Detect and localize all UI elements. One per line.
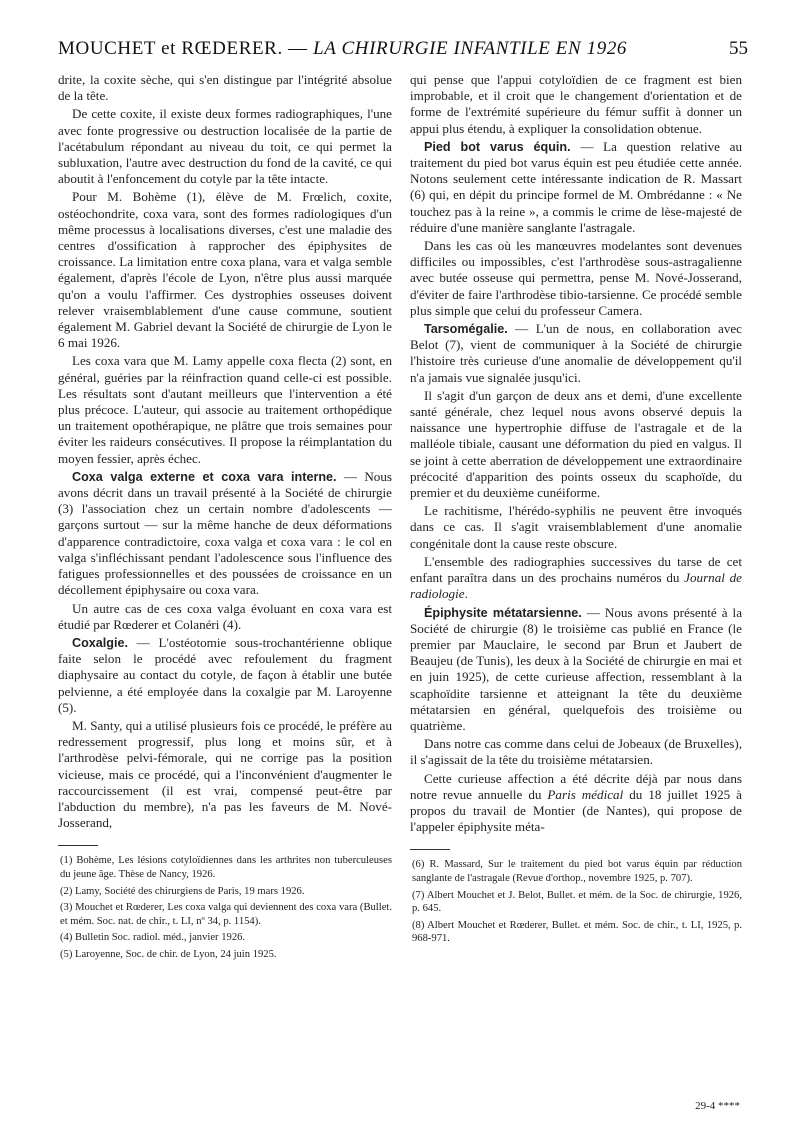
right-column — [410, 72, 742, 949]
paragraph: M. Santy, qui a utilisé plusieurs fois ce procédé, le préfère au redressement progressif, plus long et moins sûr, et à l'arthrodèse pelvi-fémorale, qui ne corrige pas la position vicieuse, mais ce procédé, qui a l'inconvénient d'augmenter le raccourcissement (il est vrai, compensé peut-être par l'abduction du membre), n'a pas les faveurs de M. Nové-Josserand, — [58, 717, 392, 831]
paragraph: Les coxa vara que M. Lamy appelle coxa flecta (2) sont, en général, guéries par la réinfraction quand celle-ci est possible. Les résultats sont d'autant meilleurs que l'intervention a été plus précoce. L'auteur, qui associe au traitement orthopédique un traitement opothérapique, ne plâtre que trois semaines pour éviter les raideurs consécutives. Il propose la réimplantation du moyen fessier, après échec. — [58, 353, 392, 466]
paragraph — [410, 554, 742, 603]
section-epiphysite — [410, 605, 742, 735]
section-heading: Tarsomégalie. — [424, 322, 508, 337]
text-run: L'ensemble des radiographies successives du tarse de cet enfant paraîtra dans un des prochains numéros du — [410, 553, 742, 586]
section-heading: Pied bot varus équin. — [424, 139, 571, 154]
footnotes-left — [58, 854, 392, 961]
paragraph: Il s'agit d'un garçon de deux ans et demi, d'une excellente santé générale, chez lequel nous avons observé depuis la naissance une hypertrophie diffuse de l'astragale et de la malléole tibiale, causant une déformation du pied en valgus. Il se joint à cette aberration de développement une extraordinaire précocité d'apparition des points osseux du scaphoïde, du premier et du deuxième cunéiforme. — [410, 387, 742, 501]
section-tarsomegalie — [410, 321, 742, 386]
section-text: — L'ostéotomie sous-trochantérienne oblique faite selon le procédé avec refoulement du fragment diaphysaire au contact du cotyle, de façon à établir une butée pelvienne, a été employée dans la coxalgie par M. Laroyenne (5). — [58, 634, 392, 715]
left-column — [58, 72, 392, 965]
section-coxa-valga — [58, 469, 392, 599]
section-heading: Coxalgie. — [72, 635, 128, 650]
section-text: — Nous avons présenté à la Société de chirurgie (8) le troisième cas publié en France (le premier par Mauclaire, le second par Brun et Jaubert de Beaujeu (de Tunis), les deux à la Société de chirurgie en mai et en juin 1925), de cette curieuse affection, ressemblant à la scaphoïdite tarsienne et atteignant la tête du deuxième métatarsien en général, quelquefois des troisième ou quatrième. — [410, 604, 743, 733]
paragraph: qui pense que l'appui cotyloïdien de ce fragment est bien improbable, et il croit que le changement d'orientation et de forme de l'extrémité supérieure du fémur suffit à donner un appui plus étendu, à expliquer la consolidation obtenue. — [410, 72, 742, 136]
running-header — [58, 38, 748, 68]
paragraph: drite, la coxite sèche, qui s'en distingue par l'intégrité absolue de la tête. — [58, 72, 392, 104]
section-pied-bot — [410, 139, 742, 236]
paragraph: Dans les cas où les manœuvres modelantes sont devenues difficiles ou impossibles, c'est l'arthrodèse sous-astragalienne avec butée osseuse qui permettra, pense M. Nové-Josserand, d'éviter de faire l'arthrodèse tibio-tarsienne. Ce procédé semble plus simple que celui du professeur Camera. — [410, 238, 742, 318]
page-number: 55 — [729, 38, 748, 59]
header-journal-title: LA CHIRURGIE INFANTILE EN 1926 — [313, 38, 628, 59]
signature-mark: 29-4 **** — [695, 1100, 740, 1112]
section-text: — Nous avons décrit dans un travail présenté à la Société de chirurgie (3) l'association chez un certain nombre d'adolescents — garçons surtout — sur la même hanche de deux déformations d'apparence contradictoire, coxa valga et coxa vara : le col en valga s'infléchissant pendant l'adolescence sous l'influence des fatigues professionnelles et des poussées de croissance en un décollement épiphysaire ou coxa vara. — [58, 468, 392, 598]
paragraph: Pour M. Bohème (1), élève de M. Frœlich, coxite, ostéochondrite, coxa vara, sont des formes radiologiques d'un même processus à localisations diverses, c'est une maladie des centres d'ossification à rapprocher des épiphysites de croissance. La limitation entre coxa plana, vara et valga semble également, d'après l'école de Lyon, n'être plus aussi marquée qu'on a voulu l'affirmer. Ces dystrophies osseuses doivent relever vraisemblablement d'une cause commune, soutient également M. Gabriel devant la Société de chirurgie de Lyon le 6 mai 1926. — [58, 189, 392, 351]
paragraph: Un autre cas de ces coxa valga évoluant en coxa vara est étudié par Rœderer et Colanéri (4). — [58, 600, 392, 632]
section-coxalgie — [58, 635, 392, 716]
footnote: (3) Mouchet et Rœderer, Les coxa valga qui deviennent des coxa vara (Bullet. et mém. Soc. nat. de chir., t. LI, nº 34, p. 1154). — [60, 902, 392, 927]
paragraph: Le rachitisme, l'hérédo-syphilis ne peuvent être invoqués dans ce cas. Il s'agit vraisemblablement d'une anomalie congénitale dont la cause reste obscure. — [410, 503, 742, 551]
text-run: . — [464, 586, 468, 602]
text-run: du 18 juillet 1925 à propos du travail de Montier (de Nantes), qui propose de l'appeler épiphysite méta- — [410, 786, 742, 835]
footnote: (6) R. Massard, Sur le traitement du pied bot varus équin par réduction sanglante de l'astragale (Revue d'orthop., novembre 1925, p. 707). — [412, 859, 742, 884]
section-heading: Épiphysite métatarsienne. — [424, 605, 582, 620]
text-run: Cette curieuse affection a été décrite déjà par nous dans notre revue annuelle du — [410, 770, 742, 802]
paragraph: Dans notre cas comme dans celui de Jobeaux (de Bruxelles), il s'agissait de la tête du troisième métatarsien. — [410, 736, 742, 768]
footnote: (5) Laroyenne, Soc. de chir. de Lyon, 24 juin 1925. — [60, 948, 277, 960]
journal-name: Journal de radiologie — [410, 570, 742, 602]
section-heading: Coxa valga externe et coxa vara interne. — [72, 469, 337, 484]
paragraph: De cette coxite, il existe deux formes radiographiques, l'une avec fonte progressive ou destruction localisée de la partie de l'acétabulum répondant au niveau du toit, ce qui permet la subluxation, l'autre avec destruction du fond de la cavité, ce qui aboutit à l'enfoncement du cotyle par la tête intacte. — [58, 106, 392, 187]
footnotes-right — [410, 858, 742, 946]
header-title — [58, 38, 627, 60]
section-text: — L'un de nous, en collaboration avec Belot (7), vient de communiquer à la Société de chirurgie l'histoire très curieuse d'une anomalie de développement qu'il n'a jamais vue signalée jusqu'ici. — [410, 321, 742, 385]
paragraph — [410, 771, 742, 836]
footnote: (8) Albert Mouchet et Rœderer, Bullet. et mém. Soc. de chir., t. LI, 1925, p. 968-971. — [412, 919, 742, 945]
footnote-divider — [410, 849, 450, 850]
section-text: — La question relative au traitement du pied bot varus équin est peu étudiée cette année. Notons seulement cette intéressante indication de R. Massart (6) qui, en dépit du principe formel de M. Ombrédanne : « Ne touchez pas à la reine », a commis le crime de lèse-majesté de réduire d'une manière sanglante l'astragale. — [410, 138, 742, 235]
footnote: (1) Bohème, Les lésions cotyloïdiennes dans les arthrites non tuberculeuses du jeune âge. Thèse de Nancy, 1926. — [60, 855, 392, 880]
footnote: (7) Albert Mouchet et J. Belot, Bullet. et mém. de la Soc. de chirurgie, 1926, p. 645. — [412, 889, 742, 915]
footnote: (2) Lamy, Société des chirurgiens de Paris, 19 mars 1926. — [60, 885, 305, 897]
footnote-divider — [58, 845, 98, 846]
journal-name: Paris médical — [547, 786, 624, 802]
header-authors: MOUCHET et RŒDERER. — — [58, 38, 314, 59]
footnote: (4) Bulletin Soc. radiol. méd., janvier 1926. — [60, 932, 246, 944]
